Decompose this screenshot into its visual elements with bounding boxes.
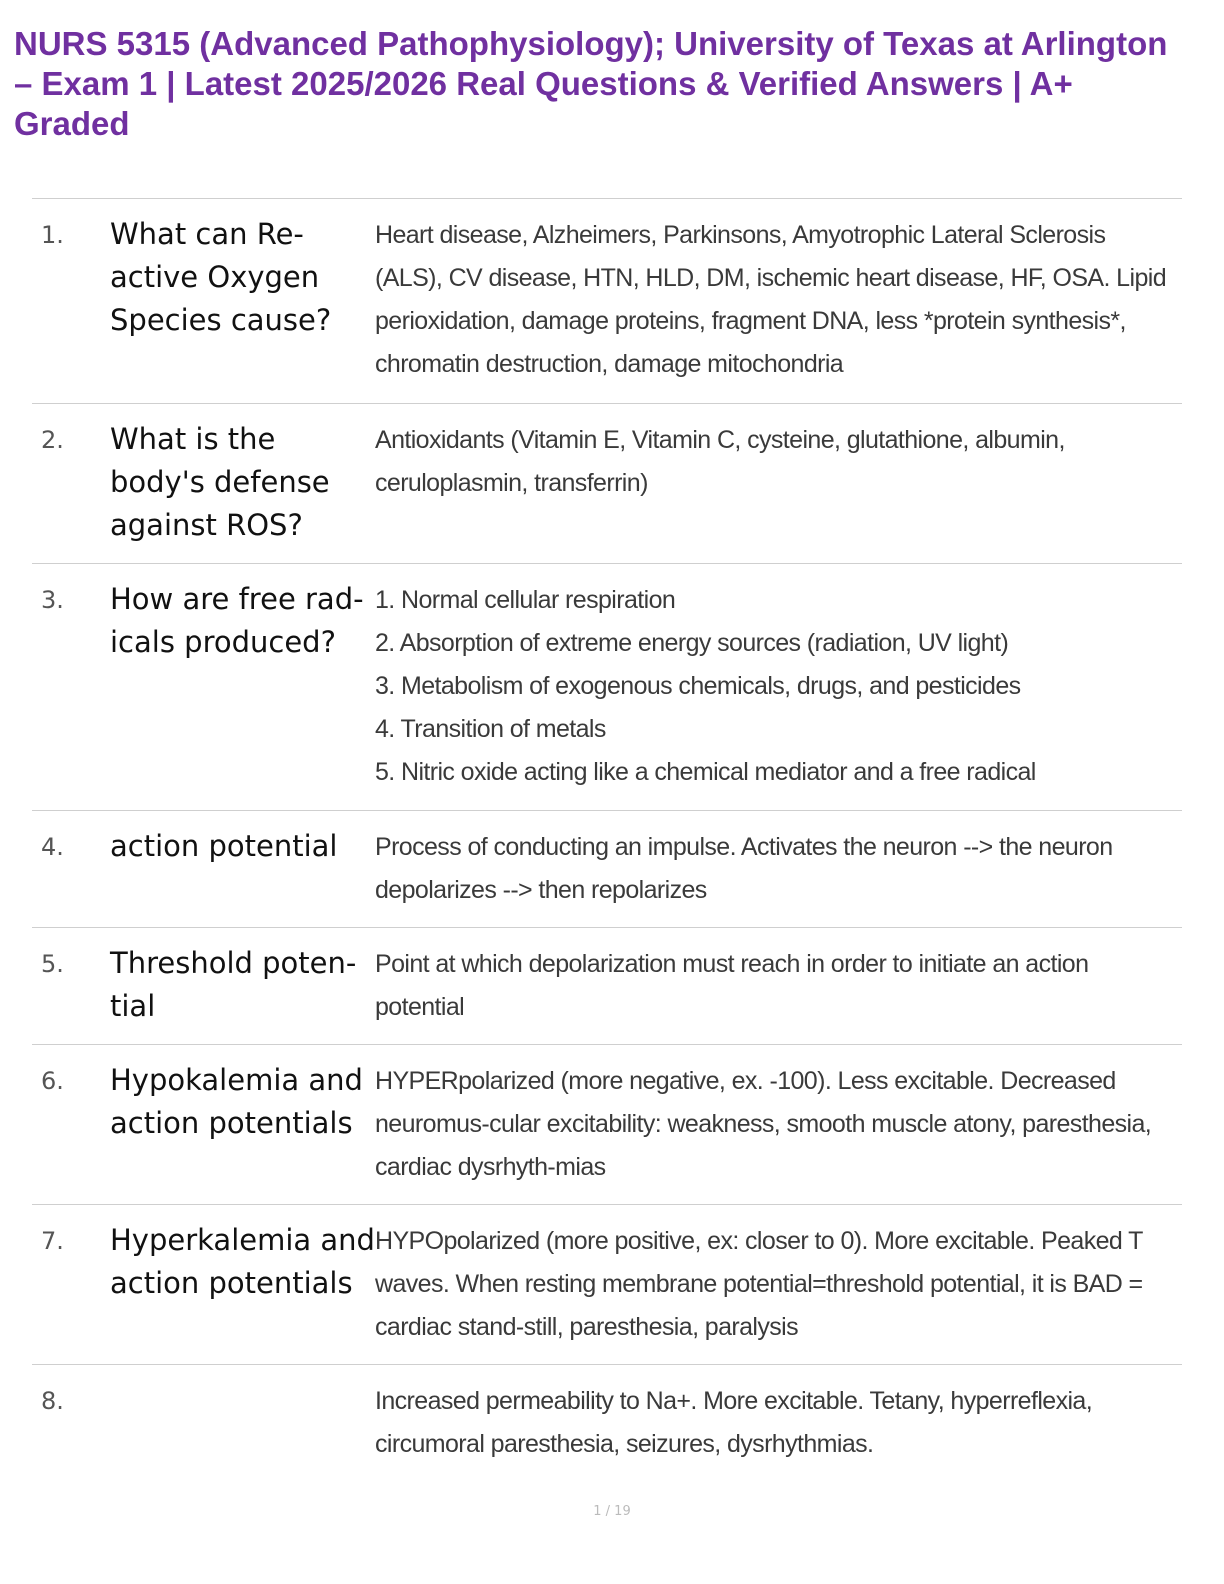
definition-line: 1. Normal cellular respiration: [375, 586, 676, 614]
card-number: 6.: [41, 1067, 64, 1095]
card-definition: [375, 1205, 1182, 1364]
card-number: 3.: [41, 586, 64, 614]
card-definition: [375, 811, 1182, 927]
table-row: [32, 404, 1182, 564]
definition-line: 2. Absorption of extreme energy sources (radiation, UV light): [375, 629, 1009, 657]
card-definition: [375, 199, 1182, 403]
page-number: 1 / 19: [593, 1504, 631, 1519]
table-row: [32, 811, 1182, 928]
flashcard-table: [32, 198, 1182, 1485]
card-number: 7.: [41, 1227, 64, 1255]
card-term: Hyperkalemia and action potentials: [110, 1223, 375, 1300]
definition-line: 3. Metabolism of exogenous chemicals, drugs, and pesticides: [375, 672, 1021, 700]
card-number: 5.: [41, 950, 64, 978]
card-term: action potential: [110, 829, 338, 863]
card-term: What can Re-active Oxygen Species cause?: [110, 217, 332, 337]
definition-line: HYPERpolarized (more negative, ex. -100). Less excitable. Decreased neuromus-cular excitability: weakness, smooth muscle atony, paresthesia, cardiac dysrhyth-mias: [375, 1067, 1152, 1181]
card-term: Threshold poten-tial: [110, 946, 357, 1023]
card-definition: [375, 1365, 1182, 1485]
document-title: NURS 5315 (Advanced Pathophysiology); University of Texas at Arlington – Exam 1 | Latest 2025/2026 Real Questions & Verified Answers | A+ Graded: [14, 25, 1168, 142]
table-row: [32, 199, 1182, 404]
card-definition: [375, 1045, 1182, 1204]
definition-line: Point at which depolarization must reach in order to initiate an action potential: [375, 950, 1089, 1021]
card-term: What is the body's defense against ROS?: [110, 422, 330, 542]
definition-line: 5. Nitric oxide acting like a chemical mediator and a free radical: [375, 758, 1036, 786]
definition-line: HYPOpolarized (more positive, ex: closer to 0). More excitable. Peaked T waves. When resting membrane potential=threshold potential, it is BAD = cardiac stand-still, paresthesia, paralysis: [375, 1227, 1143, 1341]
card-number: 2.: [41, 426, 64, 454]
table-row: [32, 1365, 1182, 1485]
card-definition: [375, 404, 1182, 563]
card-number: 8.: [41, 1387, 64, 1415]
card-term: How are free rad-icals produced?: [110, 582, 364, 659]
definition-line: Process of conducting an impulse. Activates the neuron --> the neuron depolarizes --> then repolarizes: [375, 833, 1113, 904]
card-definition: [375, 564, 1182, 810]
table-row: [32, 1045, 1182, 1205]
definition-line: Heart disease, Alzheimers, Parkinsons, Amyotrophic Lateral Sclerosis (ALS), CV disease, HTN, HLD, DM, ischemic heart disease, HF, OSA. Lipid perioxidation, damage proteins, fragment DNA, less *protein synthesis*, chromatin destruction, damage mitochondria: [375, 221, 1167, 378]
card-number: 1.: [41, 221, 64, 249]
card-term: Hypokalemia and action potentials: [110, 1063, 363, 1140]
definition-line: Antioxidants (Vitamin E, Vitamin C, cysteine, glutathione, albumin, ceruloplasmin, transferrin): [375, 426, 1065, 497]
card-definition: [375, 928, 1182, 1044]
definition-line: Increased permeability to Na+. More excitable. Tetany, hyperreflexia, circumoral paresthesia, seizures, dysrhythmias.: [375, 1387, 1093, 1458]
table-row: [32, 928, 1182, 1045]
table-row: [32, 1205, 1182, 1365]
definition-line: 4. Transition of metals: [375, 715, 606, 743]
card-term: [110, 1365, 375, 1485]
card-number: 4.: [41, 833, 64, 861]
table-row: [32, 564, 1182, 811]
